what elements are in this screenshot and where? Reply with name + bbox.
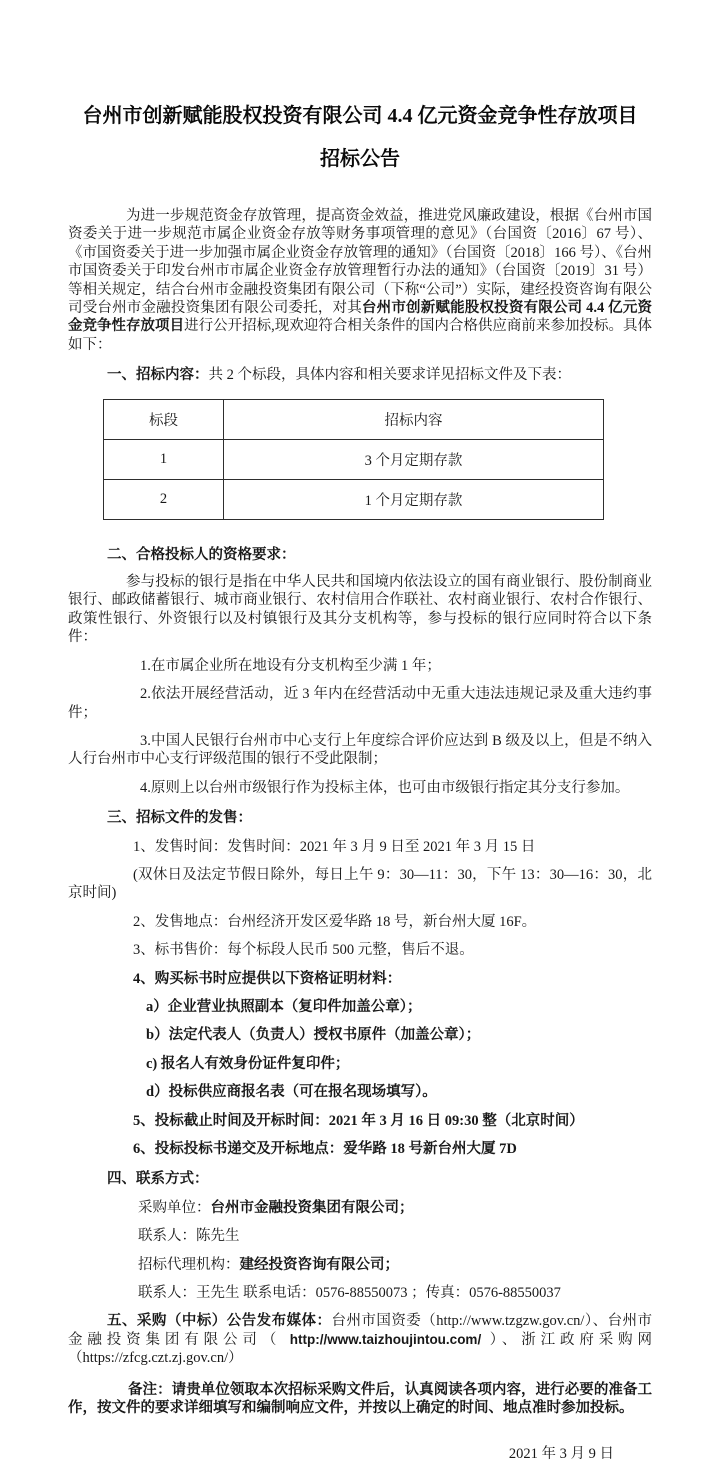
agency-name: 建经投资咨询有限公司；: [239, 1256, 399, 1273]
table-header-row: [104, 399, 604, 439]
material-item-c: c) 报名人有效身份证件复印件；: [146, 1055, 350, 1072]
purchaser-label: 采购单位：: [138, 1199, 211, 1216]
media-list-2: ）、浙江政府采购网（https://zfcg.czt.zj.gov.cn/）: [68, 1331, 653, 1367]
section-1-heading-label: 一、招标内容：: [107, 367, 209, 384]
contact-person-2: 联系人：王先生 联系电话：0576-88550073 ；传真：0576-88550037: [138, 1285, 561, 1302]
section-5-heading-label: 五、采购（中标）公告发布媒体：: [107, 1313, 332, 1330]
sale-time-note: (双休日及法定节假日除外，每日上午 9：30—11：30，下午 13：30—16：30，北京时间): [68, 866, 652, 902]
section-4-heading: 四、联系方式：: [107, 1171, 209, 1188]
intro-paragraph: [68, 207, 652, 354]
table-header-segment: 标段: [104, 399, 224, 439]
contact-person-1: 联系人：陈先生: [138, 1228, 240, 1245]
material-item-b: b）法定代表人（负责人）授权书原件（加盖公章）；: [146, 1027, 481, 1044]
qualification-item-3: 3.中国人民银行台州市中心支行上年度综合评价应达到 B 级及以上，但是不纳入人行台州市中心支行评级范围的银行不受此限制；: [68, 732, 652, 768]
sale-place-item: 2、发售地点：台州经济开发区爱华路 18 号，新台州大厦 16F。: [133, 913, 537, 930]
material-item-a: a）企业营业执照副本（复印件加盖公章）；: [146, 998, 422, 1015]
document-price-item: 3、标书售价：每个标段人民币 500 元整，售后不退。: [133, 942, 474, 959]
agency-label: 招标代理机构：: [138, 1256, 240, 1273]
table-row: [104, 439, 604, 479]
table-cell-content-2: 1 个月定期存款: [224, 479, 604, 519]
table-header-content: 招标内容: [224, 399, 604, 439]
document-date: 2021 年 3 月 9 日: [508, 1446, 614, 1463]
agency-line: [68, 1256, 652, 1274]
table-cell-segment-2: 2: [104, 479, 224, 519]
submission-place-item: 6、投标投标书递交及开标地点：爱华路 18 号新台州大厦 7D: [133, 1141, 517, 1157]
materials-required-item: 4、购买标书时应提供以下资格证明材料：: [133, 970, 402, 987]
section-2-heading: 二、合格投标人的资格要求：: [107, 546, 296, 563]
remark-paragraph: 备注：请贵单位领取本次招标采购文件后，认真阅读各项内容，进行必要的准备工作，按文件的要求详细填写和编制响应文件，并按以上确定的时间、地点准时参加投标。: [68, 1381, 652, 1417]
section-5-paragraph: [68, 1312, 652, 1367]
qualification-item-1: 1.在市属企业所在地设有分支机构至少满 1 年；: [140, 657, 441, 674]
qualification-item-2: 2.依法开展经营活动，近 3 年内在经营活动中无重大违法违规记录及重大违约事件；: [68, 686, 652, 721]
qualification-item-4: 4.原则上以台州市级银行作为投标主体，也可由市级银行指定其分支行参加。: [140, 779, 630, 796]
intro-text-2: 进行公开招标,现欢迎符合相关条件的国内合格供应商前来参加投标。具体如下：: [68, 318, 653, 353]
purchaser-name: 台州市金融投资集团有限公司；: [210, 1199, 414, 1216]
deadline-item: 5、投标截止时间及开标时间：2021 年 3 月 16 日 09:30 整（北京时间）: [133, 1112, 584, 1129]
sale-time-item: 1、发售时间：发售时间：2021 年 3 月 9 日至 2021 年 3 月 15 日: [133, 838, 536, 855]
purchaser-line: [68, 1199, 652, 1217]
section-2-intro: 参与投标的银行是指在中华人民共和国境内依法设立的国有商业银行、股份制商业银行、邮政储蓄银行、城市商业银行、农村信用合作联社、农村商业银行、农村合作银行、政策性银行、外资银行以及村镇银行及其分支机构等，参与投标的银行应同时符合以下条件：: [68, 574, 652, 646]
section-1-heading-rest: 共 2 个标段，具体内容和相关要求详见招标文件及下表：: [208, 367, 571, 384]
bid-sections-table: [103, 399, 604, 520]
material-item-d: d）投标供应商报名表（可在报名现场填写）。: [146, 1084, 437, 1101]
table-cell-segment-1: 1: [104, 439, 224, 479]
intro-project-name-bold: 台州市创新赋能股权投资有限公司 4.4 亿元资金竞争性存放项目: [68, 300, 653, 335]
media-list-1: 台州市国资委（http://www.tzgzw.gov.cn/）、台州市金融投资集团有限公司（: [68, 1313, 653, 1348]
intro-text-1: 为进一步规范资金存放管理，提高资金效益，推进党风廉政建设，根据《台州市国资委关于进一步规范市属企业资金存放等财务事项管理的意见》（台国资〔2016〕67 号）、《市国资委关于进一步加强市属企业资金存放管理的通知》（台国资〔2018〕166 号）、《台州市国资委关于印发台州市市属企业资金存放管理暂行办法的通知》（台国资〔2019〕31 号）等相关规定，结合台州市金融投资集团有限公司（下称“公司”）实际，建经投资咨询有限公司受台州市金融投资集团有限公司委托，对其: [68, 208, 652, 317]
section-3-heading: 三、招标文件的发售：: [107, 810, 252, 827]
table-cell-content-1: 3 个月定期存款: [224, 439, 604, 479]
table-row: [104, 479, 604, 519]
jintou-url: http://www.taizhoujintou.com/: [289, 1331, 482, 1347]
section-1-heading: [68, 366, 652, 384]
page-title: 台州市创新赋能股权投资有限公司 4.4 亿元资金竞争性存放项目招标公告: [82, 105, 638, 170]
